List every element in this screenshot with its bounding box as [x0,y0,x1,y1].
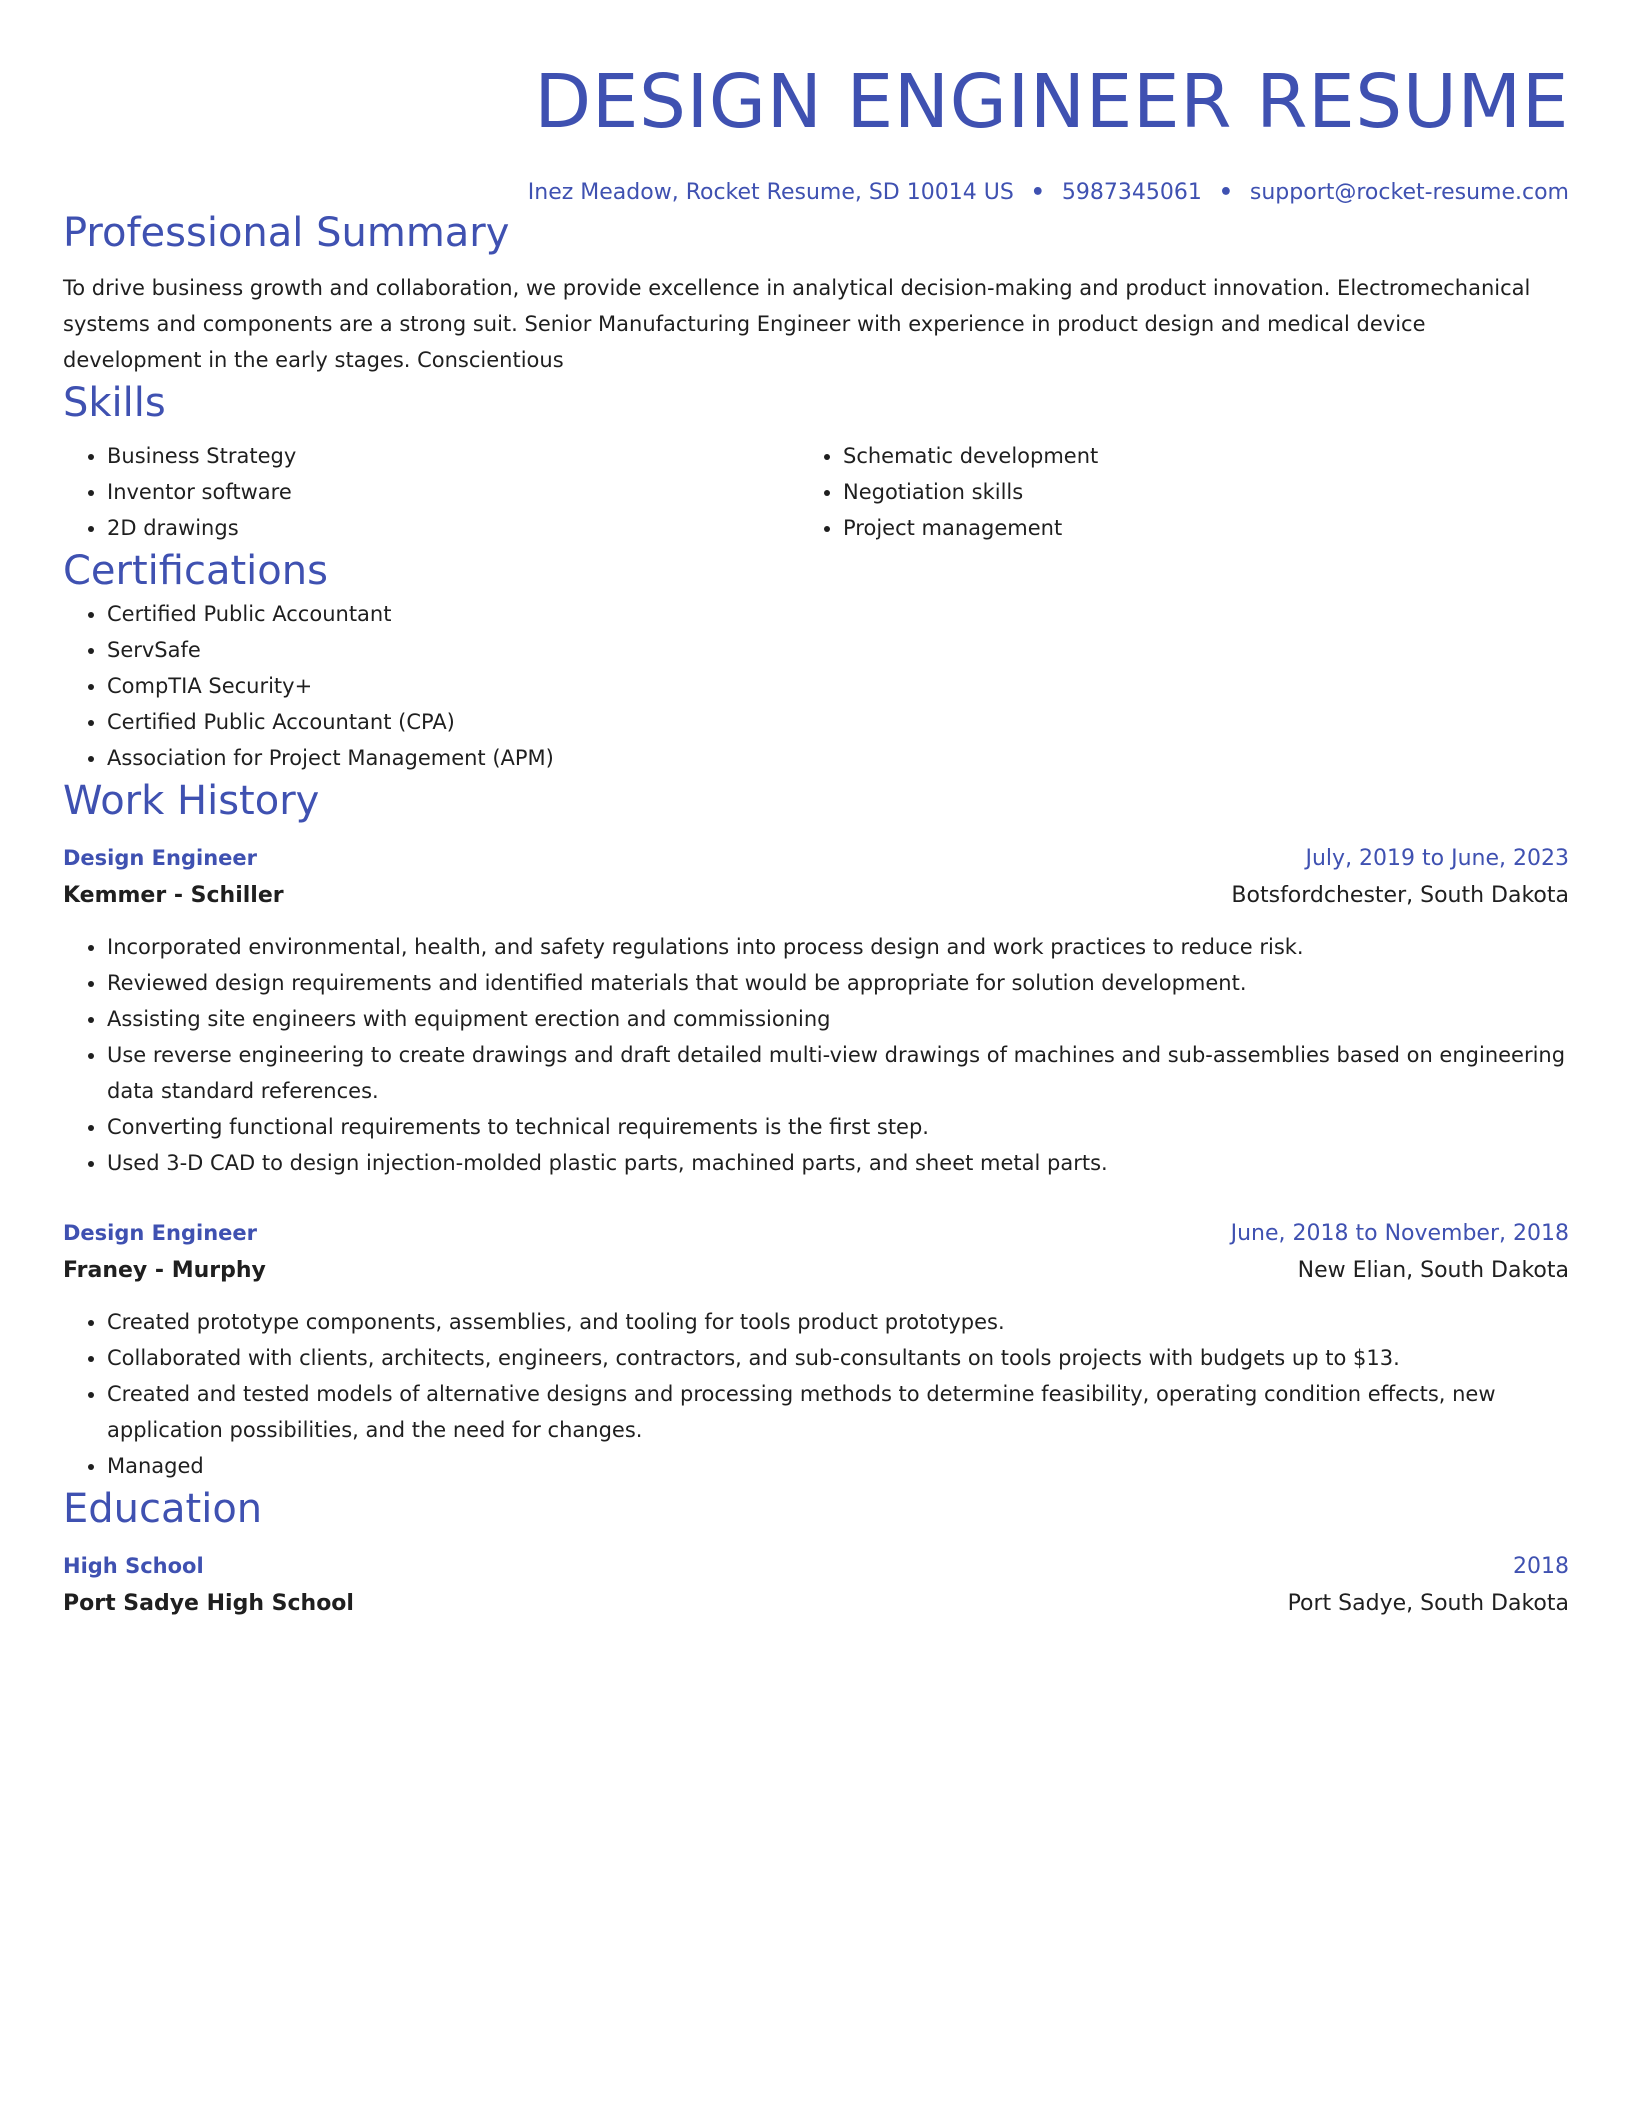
skill-item: • Schematic development [843,438,1535,474]
resume-title: DESIGN ENGINEER RESUME [534,59,1569,145]
education-entry [63,1548,1569,1623]
job-bullet: • Created and tested models of alternative designs and processing methods to determine feasibility, operating condition effects, new application possibilities, and the need for changes. [107,1376,1569,1448]
contact-line [63,178,1569,208]
job-bullet: • Managed [107,1448,1569,1484]
job-bullet: • Incorporated environmental, health, and safety regulations into process design and work practices to reduce risk. [107,929,1569,965]
job-bullet: • Assisting site engineers with equipment erection and commissioning [107,1001,1569,1037]
skills-column-left [63,438,799,546]
certification-item: • ServSafe [107,632,1569,668]
job-bullets [63,929,1569,1181]
job-bullet: • Use reverse engineering to create drawings and draft detailed multi-view drawings of machines and sub-assemblies based on engineering data standard references. [107,1037,1569,1109]
education-school: Port Sadye High School [63,1591,354,1616]
section-heading-summary: Professional Summary [63,210,510,256]
education-degree: High School [63,1554,204,1578]
contact-email: support@rocket-resume.com [1249,180,1569,205]
skills-list [63,438,1569,546]
job-bullets [63,1304,1569,1484]
job-bullet: • Converting functional requirements to technical requirements is the first step. [107,1109,1569,1145]
job-location: Botsfordchester, South Dakota [1231,883,1569,908]
certification-item: • CompTIA Security+ [107,668,1569,704]
job-title: Design Engineer [63,846,257,870]
job-bullet: • Used 3-D CAD to design injection-molded plastic parts, machined parts, and sheet metal parts. [107,1145,1569,1181]
job-title: Design Engineer [63,1221,257,1245]
job-bullet: • Reviewed design requirements and identified materials that would be appropriate for solution development. [107,965,1569,1001]
section-heading-certifications: Certifications [63,548,328,594]
job-bullet: • Created prototype components, assemblies, and tooling for tools product prototypes. [107,1304,1569,1340]
skill-item: • Inventor software [107,474,799,510]
section-heading-work-history: Work History [63,778,320,824]
job-location: New Elian, South Dakota [1297,1258,1569,1283]
skill-item: • Business Strategy [107,438,799,474]
contact-phone: 5987345061 [1061,180,1202,205]
section-heading-education: Education [63,1486,263,1532]
contact-address: Inez Meadow, Rocket Resume, SD 10014 US [527,180,1014,205]
job-company: Kemmer - Schiller [63,883,284,908]
education-location: Port Sadye, South Dakota [1287,1591,1569,1616]
contact-separator: • [1030,180,1045,205]
education-year: 2018 [1513,1554,1569,1579]
certification-item: • Certified Public Accountant [107,596,1569,632]
skill-item: • Negotiation skills [843,474,1535,510]
certifications-list [63,596,1569,776]
job-company: Franey - Murphy [63,1258,266,1283]
contact-separator: • [1218,180,1233,205]
certification-item: • Association for Project Management (APM) [107,740,1569,776]
job-dates: July, 2019 to June, 2023 [1305,846,1569,871]
skill-item: • 2D drawings [107,510,799,546]
section-heading-skills: Skills [63,380,166,426]
summary-text: To drive business growth and collaboration, we provide excellence in analytical decision-making and product innovation. Electromechanical systems and components are a strong suit. Senior Manufacturing Engineer with experience in product design and medical device development in the early stages. Conscientious [63,276,1531,372]
skill-item: • Project management [843,510,1535,546]
skills-column-right [799,438,1535,546]
job-entry [63,840,1569,1181]
job-entry [63,1215,1569,1484]
job-bullet: • Collaborated with clients, architects, engineers, contractors, and sub-consultants on tools projects with budgets up to $13. [107,1340,1569,1376]
certification-item: • Certified Public Accountant (CPA) [107,704,1569,740]
job-dates: June, 2018 to November, 2018 [1230,1221,1569,1246]
